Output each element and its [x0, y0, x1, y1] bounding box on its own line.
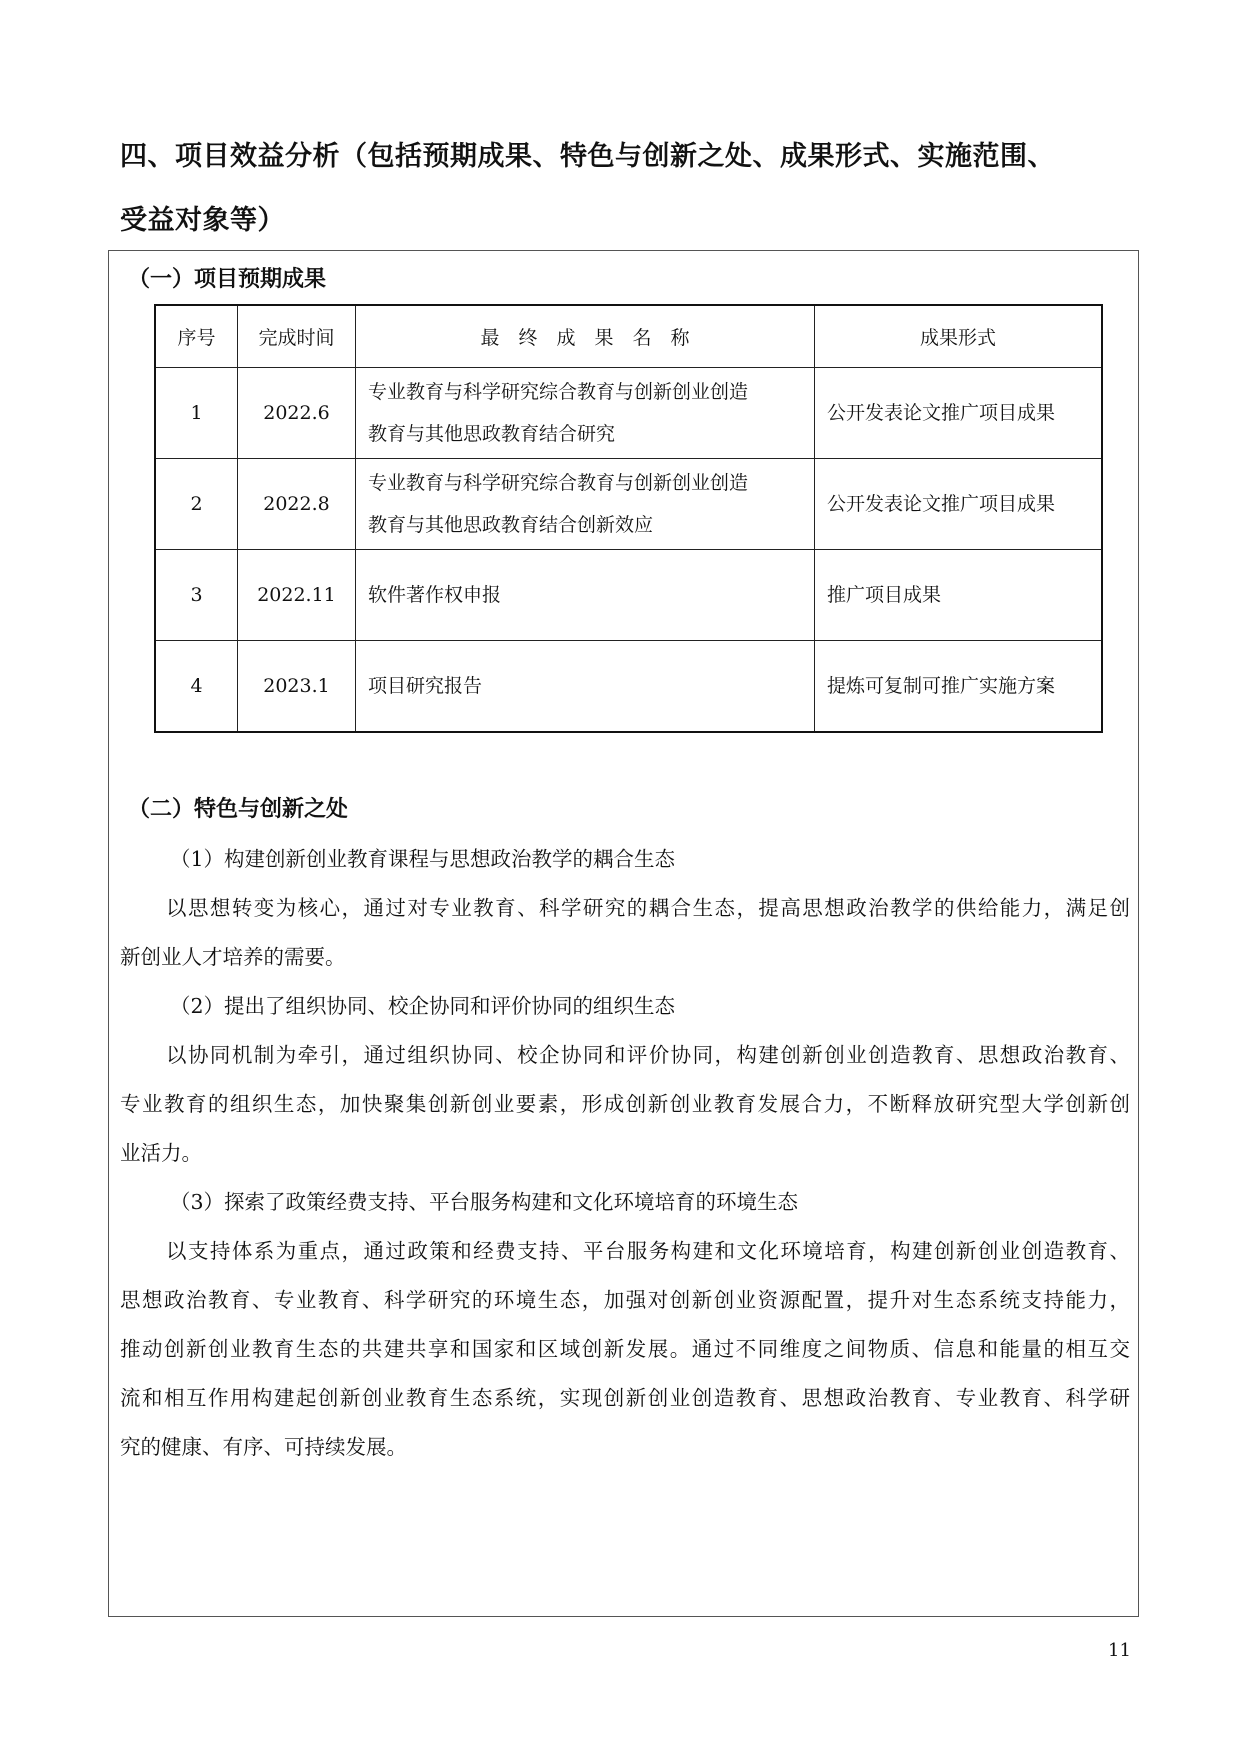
item-3-text: 流和相互作用构建起创新创业教育生态系统，实现创新创业创造教育、思想政治教育、专业教育、科学研: [120, 1386, 1130, 1410]
table-row: [155, 368, 1102, 459]
cell-form: 提炼可复制可推广实施方案: [815, 641, 1103, 733]
part1-heading: （一）项目预期成果: [128, 267, 327, 292]
cell-name: [356, 368, 815, 459]
cell-date: 2022.6: [238, 368, 356, 459]
section-title-line-2: 受益对象等）: [120, 205, 285, 236]
item-1-text: 以思想转变为核心，通过对专业教育、科学研究的耦合生态，提高思想政治教学的供给能力，满足创: [166, 896, 1130, 920]
table-header-row: [155, 305, 1102, 368]
cell-no: 4: [155, 641, 238, 733]
cell-date: 2022.11: [238, 550, 356, 641]
section-title-line-1: 四、项目效益分析（包括预期成果、特色与创新之处、成果形式、实施范围、: [120, 141, 1055, 172]
cell-form: 推广项目成果: [815, 550, 1103, 641]
item-3-text: 推动创新创业教育生态的共建共享和国家和区域创新发展。通过不同维度之间物质、信息和能量的相互交: [120, 1337, 1130, 1361]
item-3-text: 究的健康、有序、可持续发展。: [120, 1435, 407, 1459]
item-2-text: 以协同机制为牵引，通过组织协同、校企协同和评价协同，构建创新创业创造教育、思想政治教育、: [166, 1043, 1130, 1067]
item-1-subtitle: （1）构建创新创业教育课程与思想政治教学的耦合生态: [170, 847, 676, 871]
cell-name-line: 教育与其他思政教育结合创新效应: [368, 514, 654, 536]
results-table: [154, 304, 1103, 733]
item-2-text: 业活力。: [120, 1141, 202, 1165]
item-3-text: 以支持体系为重点，通过政策和经费支持、平台服务构建和文化环境培育，构建创新创业创造教育、: [166, 1239, 1130, 1263]
cell-date: 2023.1: [238, 641, 356, 733]
cell-name-line: 专业教育与科学研究综合教育与创新创业创造: [368, 472, 749, 494]
header-form: 成果形式: [815, 305, 1103, 368]
item-3-subtitle: （3）探索了政策经费支持、平台服务构建和文化环境培育的环境生态: [170, 1190, 799, 1214]
cell-name-line: 教育与其他思政教育结合研究: [368, 423, 616, 445]
item-1-text: 新创业人才培养的需要。: [120, 945, 346, 969]
item-2-subtitle: （2）提出了组织协同、校企协同和评价协同的组织生态: [170, 994, 676, 1018]
cell-date: 2022.8: [238, 459, 356, 550]
cell-no: 2: [155, 459, 238, 550]
cell-no: 1: [155, 368, 238, 459]
header-no: 序号: [155, 305, 238, 368]
table-row: [155, 641, 1102, 733]
header-name: 最 终 成 果 名 称: [356, 305, 815, 368]
item-2-text: 专业教育的组织生态，加快聚集创新创业要素，形成创新创业教育发展合力，不断释放研究型大学创新创: [120, 1092, 1130, 1116]
cell-name: [356, 459, 815, 550]
cell-form: 公开发表论文推广项目成果: [815, 459, 1103, 550]
part2-heading: （二）特色与创新之处: [128, 797, 349, 822]
table-row: [155, 459, 1102, 550]
cell-name: 软件著作权申报: [356, 550, 815, 641]
header-date: 完成时间: [238, 305, 356, 368]
table-row: [155, 550, 1102, 641]
cell-name: 项目研究报告: [356, 641, 815, 733]
page-number: 11: [1108, 1640, 1131, 1661]
item-3-text: 思想政治教育、专业教育、科学研究的环境生态，加强对创新创业资源配置，提升对生态系统支持能力，: [120, 1288, 1130, 1312]
cell-name-line: 专业教育与科学研究综合教育与创新创业创造: [368, 381, 749, 403]
cell-no: 3: [155, 550, 238, 641]
cell-form: 公开发表论文推广项目成果: [815, 368, 1103, 459]
